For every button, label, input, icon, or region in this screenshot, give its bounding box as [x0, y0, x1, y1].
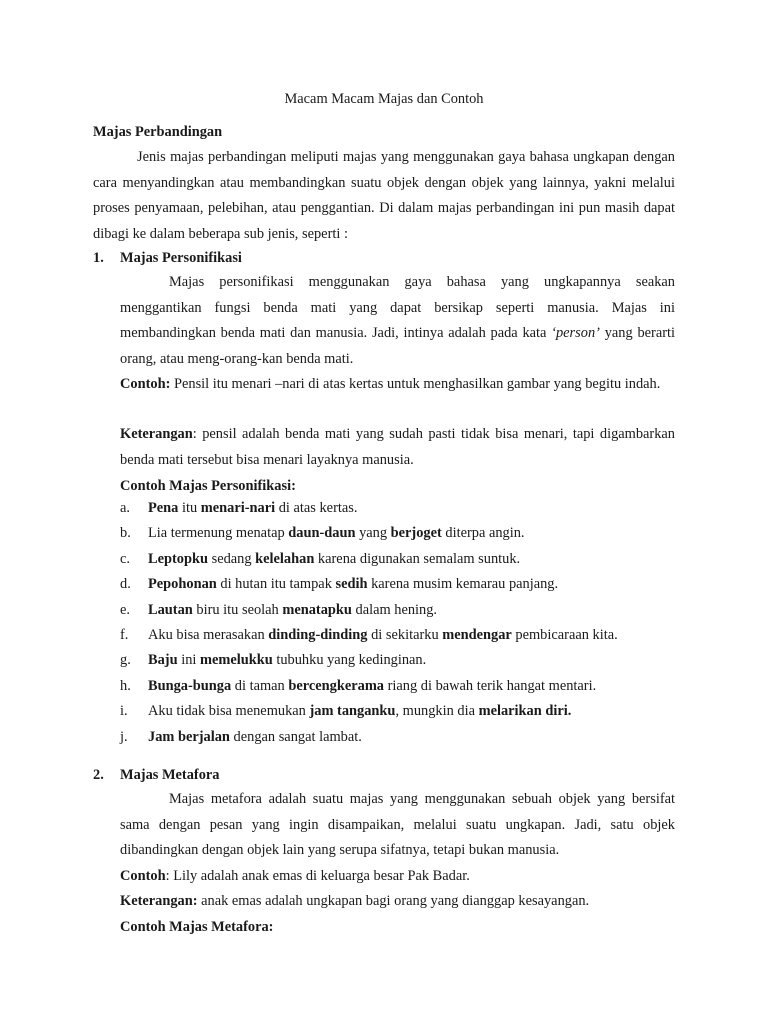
metafora-contoh-text: : Lily adalah anak emas di keluarga besar Pak Badar. — [165, 868, 470, 884]
text-fragment: sedang — [208, 550, 256, 567]
personifikasi-contoh-label: Contoh: — [120, 376, 171, 392]
bold-phrase: daun-daun — [288, 525, 356, 542]
text-fragment: di atas kertas. — [275, 500, 358, 516]
metafora-description — [120, 787, 675, 864]
bold-phrase: melarikan diri. — [478, 703, 572, 720]
list-item-letter: a. — [120, 500, 130, 516]
list-item — [120, 498, 680, 523]
text-fragment: Lia termenung menatap — [148, 525, 289, 542]
text-fragment: biru itu seolah — [192, 601, 283, 618]
bold-phrase: Bunga-bunga — [148, 677, 232, 694]
list-item-text — [148, 650, 426, 675]
list-item-text — [148, 727, 362, 752]
text-fragment: di hutan itu tampak — [216, 576, 336, 593]
section-intro-paragraph — [93, 145, 675, 247]
list-item — [120, 625, 680, 650]
personifikasi-desc-after: yang berarti orang, atau meng-orang-kan benda mati. — [120, 325, 675, 367]
personifikasi-desc-before: Majas personifikasi menggunakan gaya bahasa yang ungkapannya seakan menggantikan fungsi benda mati yang dapat bersikap seperti manusia. Majas ini membandingkan benda mati dan manusia. Jadi, intinya adalah pada kata — [120, 274, 675, 341]
text-fragment: dengan sangat lambat. — [229, 728, 362, 745]
personifikasi-examples-heading: Contoh Majas Personifikasi: — [120, 478, 296, 494]
list-item-letter: e. — [120, 601, 130, 618]
bold-phrase: bercengkerama — [288, 677, 385, 694]
bold-phrase: berjoget — [390, 525, 442, 542]
text-fragment: dalam hening. — [351, 601, 438, 618]
list-item-letter: d. — [120, 576, 131, 593]
list-item-letter: g. — [120, 652, 131, 669]
list-item-text — [148, 701, 571, 726]
text-fragment: ini — [177, 652, 200, 669]
bold-phrase: menatapku — [282, 601, 352, 618]
personifikasi-ket-text: : pensil adalah benda mati yang sudah pasti tidak bisa menari, tapi digambarkan benda mati tersebut bisa menari layaknya manusia. — [120, 426, 675, 468]
text-fragment: karena digunakan semalam suntuk. — [314, 550, 521, 567]
list-item-text — [148, 574, 558, 599]
text-fragment: tubuhku yang kedinginan. — [272, 652, 427, 669]
list-item — [120, 650, 680, 675]
text-fragment: Aku tidak bisa menemukan — [148, 703, 310, 720]
text-fragment: yang — [355, 525, 391, 542]
list-item — [120, 676, 680, 701]
list-item-letter: c. — [120, 550, 130, 567]
item-number-1: 1. — [93, 250, 104, 266]
list-item-letter: j. — [120, 728, 128, 745]
text-fragment: di taman — [231, 677, 289, 694]
text-fragment: Aku bisa merasakan — [148, 626, 269, 643]
bold-phrase: Jam berjalan — [148, 728, 230, 745]
bold-phrase: Leptopku — [148, 550, 208, 567]
personifikasi-contoh-text: Pensil itu menari –nari di atas kertas untuk menghasilkan gambar yang begitu indah. — [173, 376, 661, 392]
text-fragment: diterpa angin. — [441, 525, 525, 542]
text-fragment: riang di bawah terik hangat mentari. — [384, 677, 597, 694]
bold-phrase: mendengar — [442, 626, 512, 643]
metafora-ket-text: anak emas adalah ungkapan bagi orang yang dianggap kesayangan. — [197, 893, 590, 909]
text-fragment: pembicaraan kita. — [511, 626, 618, 643]
list-item-letter: b. — [120, 525, 131, 542]
list-item-text — [148, 498, 357, 523]
list-item-text — [148, 625, 618, 650]
bold-phrase: dinding-dinding — [268, 626, 368, 643]
metafora-desc-text: Majas metafora adalah suatu majas yang menggunakan sebuah objek yang bersifat sama dengan pesan yang ingin disampaikan, melalui suatu ungkapan. Jadi, satu objek dibandingkan dengan objek lain yang serupa sifatnya, tetapi bukan manusia. — [120, 791, 675, 858]
metafora-heading: Majas Metafora — [120, 767, 220, 783]
text-fragment: , mungkin dia — [395, 703, 479, 720]
list-item — [120, 600, 680, 625]
bold-phrase: Pena — [148, 500, 179, 516]
personifikasi-heading: Majas Personifikasi — [120, 250, 242, 266]
metafora-ket-label: Keterangan: — [120, 893, 198, 909]
metafora-contoh — [120, 866, 470, 886]
metafora-contoh-label: Contoh — [120, 868, 166, 884]
bold-phrase: Lautan — [148, 601, 193, 618]
text-fragment: karena musim kemarau panjang. — [367, 576, 559, 593]
text-fragment: di sekitarku — [367, 626, 443, 643]
document-title: Macam Macam Majas dan Contoh — [284, 91, 484, 107]
personifikasi-ket-label: Keterangan — [120, 426, 193, 442]
bold-phrase: kelelahan — [255, 550, 315, 567]
list-item-text — [148, 523, 525, 548]
list-item-text — [148, 600, 437, 625]
list-item-letter: f. — [120, 626, 129, 643]
text-fragment: itu — [178, 500, 201, 516]
personifikasi-keterangan — [120, 422, 675, 473]
list-item — [120, 727, 680, 752]
personifikasi-contoh — [120, 372, 675, 398]
bold-phrase: Pepohonan — [148, 576, 217, 593]
list-item-text — [148, 676, 596, 701]
bold-phrase: memelukku — [199, 652, 273, 669]
metafora-keterangan — [120, 891, 589, 911]
personifikasi-term: ‘person’ — [551, 325, 600, 341]
bold-phrase: sedih — [335, 576, 368, 593]
list-item-letter: i. — [120, 703, 128, 720]
personifikasi-example-list — [120, 498, 680, 752]
list-item — [120, 523, 680, 548]
list-item-letter: h. — [120, 677, 131, 694]
item-number-2: 2. — [93, 767, 104, 783]
list-item — [120, 549, 680, 574]
list-item-text — [148, 549, 520, 574]
metafora-examples-heading: Contoh Majas Metafora: — [120, 919, 274, 935]
list-item — [120, 701, 680, 726]
list-item — [120, 574, 680, 599]
section-heading: Majas Perbandingan — [93, 124, 223, 140]
bold-phrase: Baju — [148, 652, 178, 669]
bold-phrase: menari-nari — [200, 500, 276, 516]
bold-phrase: jam tanganku — [309, 703, 396, 720]
section-intro-text: Jenis majas perbandingan meliputi majas yang menggunakan gaya bahasa ungkapan dengan cara menyandingkan atau membandingkan suatu objek dengan objek yang lainnya, yakni melalui proses penyamaan, pelebihan, atau penggantian. Di dalam majas perbandingan ini pun masih dapat dibagi ke dalam beberapa sub jenis, seperti : — [93, 149, 675, 242]
personifikasi-description — [120, 270, 675, 372]
